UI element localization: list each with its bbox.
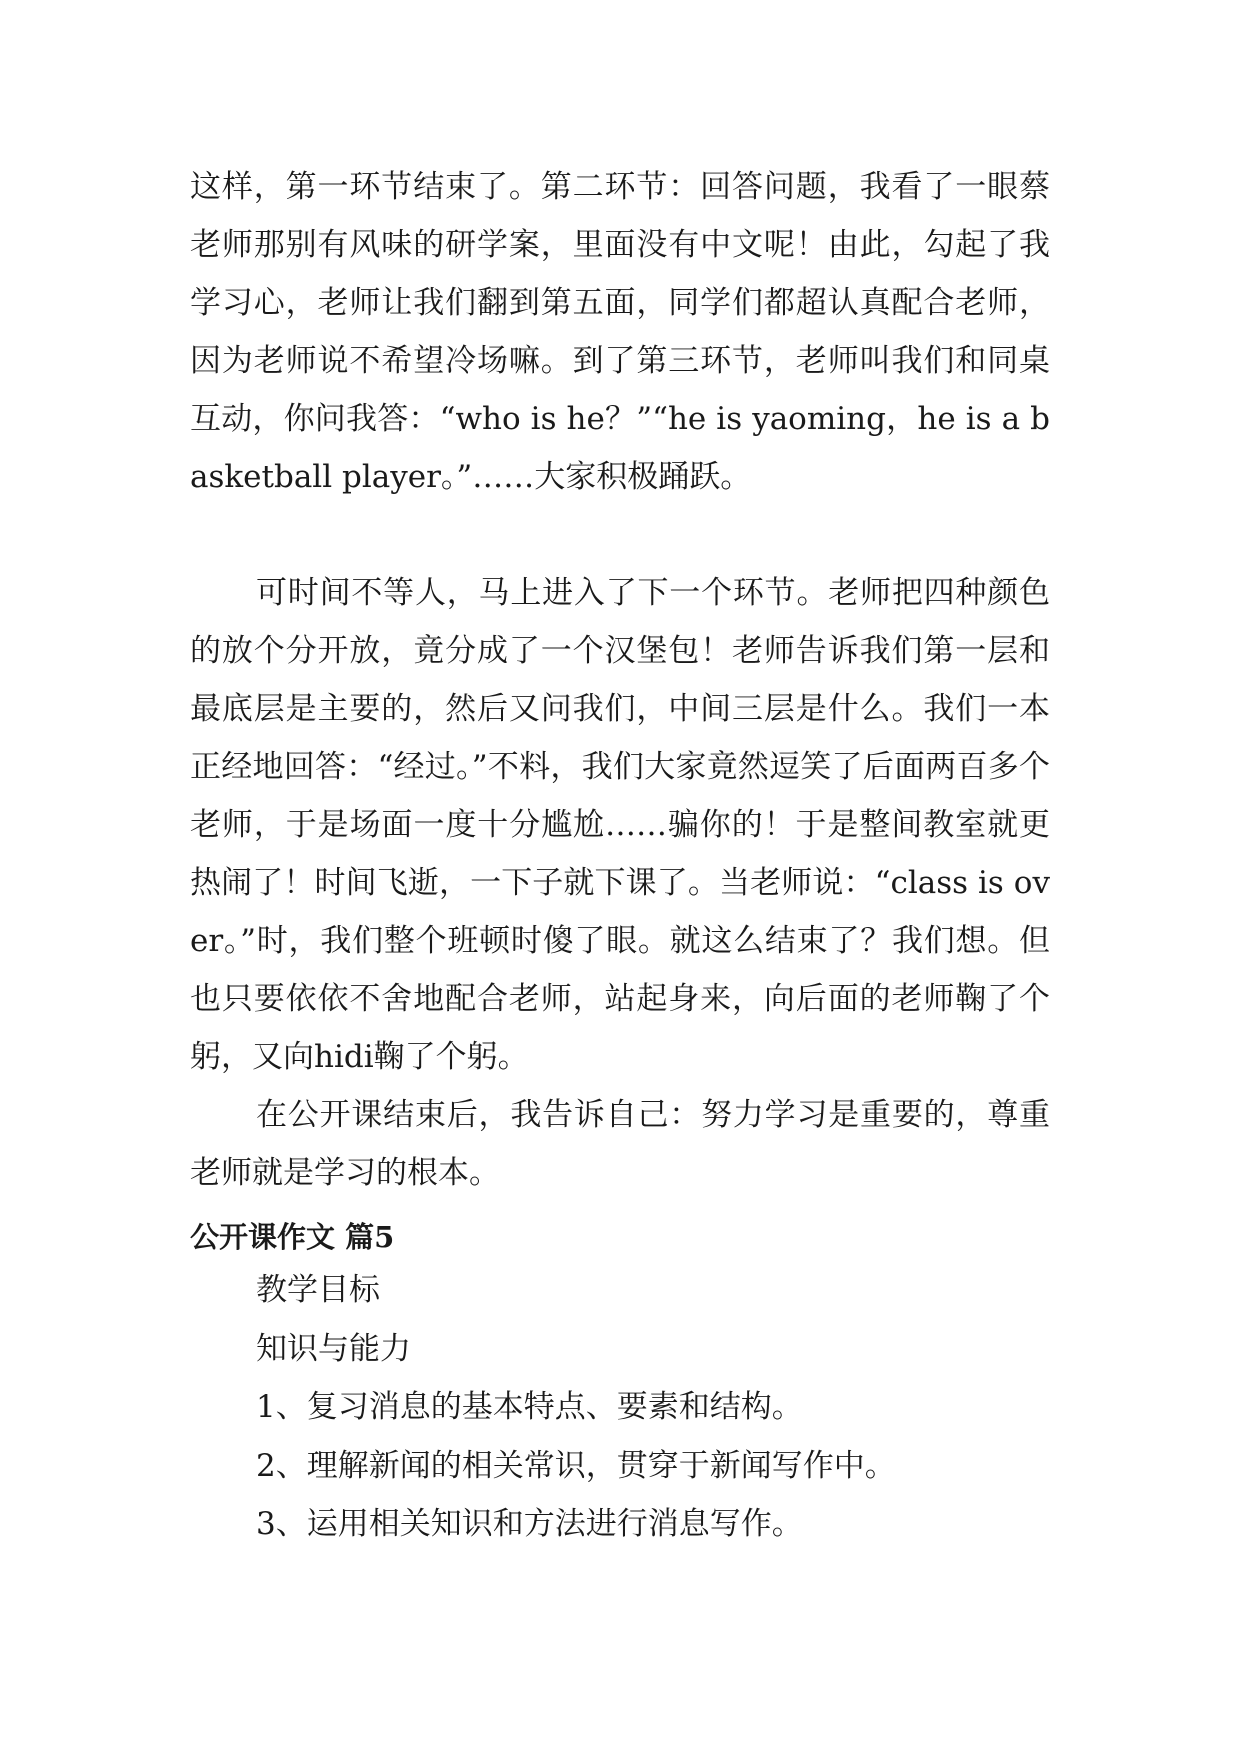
list-item-1: 1、复习消息的基本特点、要素和结构。 bbox=[256, 1389, 803, 1425]
line-knowledge-ability: 知识与能力 bbox=[256, 1331, 411, 1367]
list-item-2: 2、理解新闻的相关常识，贯穿于新闻写作中。 bbox=[256, 1448, 896, 1484]
line-teaching-goals: 教学目标 bbox=[256, 1272, 380, 1308]
paragraph-3: 在公开课结束后，我告诉自己：努力学习是重要的，尊重老师就是学习的根本。 bbox=[190, 1097, 1050, 1191]
section-heading: 公开课作文 篇5 bbox=[190, 1220, 395, 1254]
paragraph-2: 可时间不等人，马上进入了下一个环节。老师把四种颜色的放个分开放，竟分成了一个汉堡包！老师告诉我们第一层和最底层是主要的，然后又问我们，中间三层是什么。我们一本正经地回答：“经过。”不料，我们大家竟然逗笑了后面两百多个老师，于是场面一度十分尴尬……骗你的！于是整间教室就更热闹了！时间飞逝，一下子就下课了。当老师说：“class is over。”时，我们整个班顿时傻了眼。就这么结束了？我们想。但也只要依依不舍地配合老师，站起身来，向后面的老师鞠了个躬，又向hidi鞠了个躬。 bbox=[190, 575, 1050, 1075]
paragraph-1: 这样，第一环节结束了。第二环节：回答问题，我看了一眼蔡老师那别有风味的研学案，里面没有中文呢！由此，勾起了我学习心，老师让我们翻到第五面，同学们都超认真配合老师，因为老师说不希望冷场嘛。到了第三环节，老师叫我们和同桌互动，你问我答：“who is he？”“he is yaoming，he is a basketball player。”……大家积极踊跃。 bbox=[190, 169, 1050, 495]
list-item-3: 3、运用相关知识和方法进行消息写作。 bbox=[256, 1506, 803, 1542]
